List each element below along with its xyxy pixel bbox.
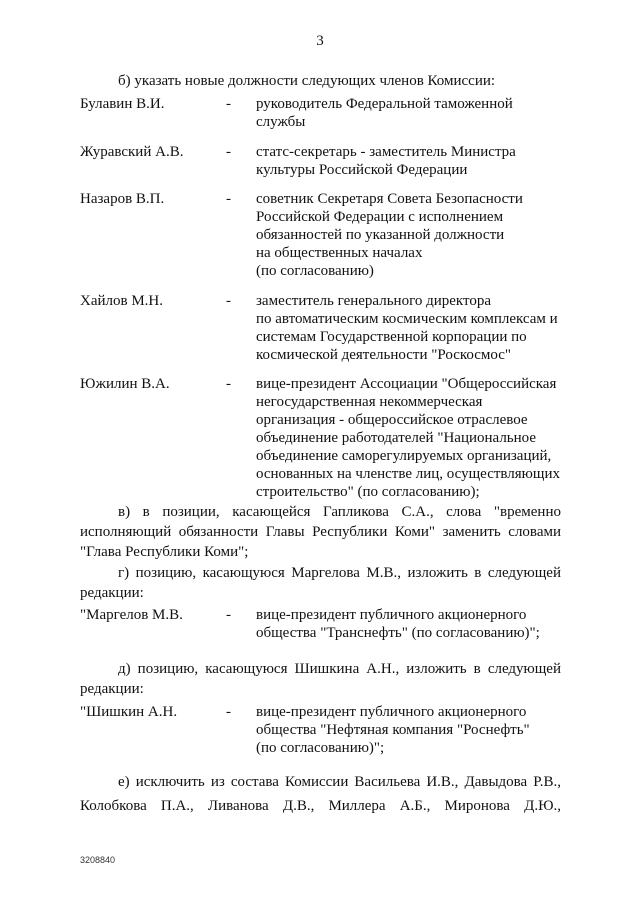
position-line: по автоматическим космическим комплексам и	[256, 311, 558, 327]
position-line: основанных на членстве лиц, осуществляющих	[256, 466, 560, 482]
dash-separator: -	[226, 96, 231, 112]
member-name: "Маргелов М.В.	[80, 607, 183, 623]
section-d-line: д) позицию, касающуюся Шишкина А.Н., изложить в следующей	[118, 661, 561, 677]
dash-separator: -	[226, 293, 231, 309]
section-g-line: г) позицию, касающуюся Маргелова М.В., изложить в следующей	[118, 565, 561, 581]
position-line: службы	[256, 114, 306, 130]
section-b-intro: б) указать новые должности следующих членов Комиссии:	[118, 73, 496, 89]
position-line: космической деятельности "Роскосмос"	[256, 347, 512, 363]
page-number: 3	[316, 33, 324, 49]
position-line: объединение работодателей "Национальное	[256, 430, 537, 446]
position-line: вице-президент Ассоциации "Общероссийская	[256, 376, 557, 392]
section-d-line: редакции:	[80, 681, 144, 697]
dash-separator: -	[226, 144, 231, 160]
position-line: обязанностей по указанной должности	[256, 227, 505, 243]
member-name: Хайлов М.Н.	[80, 293, 164, 309]
position-line: советник Секретаря Совета Безопасности	[256, 191, 523, 207]
member-position	[256, 703, 530, 757]
member-position	[256, 375, 560, 501]
section-e-line: Колобкова П.А., Ливанова Д.В., Миллера А.Б., Миронова Д.Ю.,	[80, 798, 561, 814]
position-line: вице-президент публичного акционерного	[256, 704, 527, 720]
dash-separator: -	[226, 607, 231, 623]
position-line: заместитель генерального директора	[256, 293, 492, 309]
member-name: Журавский А.В.	[80, 144, 184, 160]
position-line: организация - общероссийское отраслевое	[256, 412, 528, 428]
position-line: вице-президент публичного акционерного	[256, 607, 527, 623]
position-line: (по согласованию)	[256, 263, 374, 279]
position-line: (по согласованию)";	[256, 740, 385, 756]
position-line: строительство" (по согласованию);	[256, 484, 480, 500]
member-position	[256, 292, 558, 364]
position-line: объединение саморегулируемых организаций,	[256, 448, 552, 464]
section-v-line: в) в позиции, касающейся Гапликова С.А., слова "временно	[118, 504, 561, 520]
position-line: общества "Транснефть" (по согласованию)";	[256, 625, 540, 641]
section-v-line: "Глава Республики Коми";	[80, 544, 249, 560]
section-v-line: исполняющий обязанности Главы Республики Коми" заменить словами	[80, 524, 561, 540]
member-name: Назаров В.П.	[80, 191, 165, 207]
section-e-line: е) исключить из состава Комиссии Васильева И.В., Давыдова Р.В.,	[118, 774, 561, 790]
member-name: Булавин В.И.	[80, 96, 165, 112]
position-line: статс-секретарь - заместитель Министра	[256, 144, 516, 160]
position-line: Российской Федерации с исполнением	[256, 209, 504, 225]
member-position	[256, 606, 540, 642]
position-line: на общественных началах	[256, 245, 423, 261]
position-line: культуры Российской Федерации	[256, 162, 468, 178]
dash-separator: -	[226, 376, 231, 392]
section-g-line: редакции:	[80, 585, 144, 601]
position-line: системам Государственной корпорации по	[256, 329, 527, 345]
position-line: общества "Нефтяная компания "Роснефть"	[256, 722, 530, 738]
member-position	[256, 95, 513, 131]
member-position	[256, 143, 516, 179]
dash-separator: -	[226, 704, 231, 720]
position-line: негосударственная некоммерческая	[256, 394, 483, 410]
document-id: 3208840	[80, 855, 116, 865]
member-name: Южилин В.А.	[80, 376, 170, 392]
dash-separator: -	[226, 191, 231, 207]
member-position	[256, 190, 523, 280]
position-line: руководитель Федеральной таможенной	[256, 96, 513, 112]
member-name: "Шишкин А.Н.	[80, 704, 178, 720]
